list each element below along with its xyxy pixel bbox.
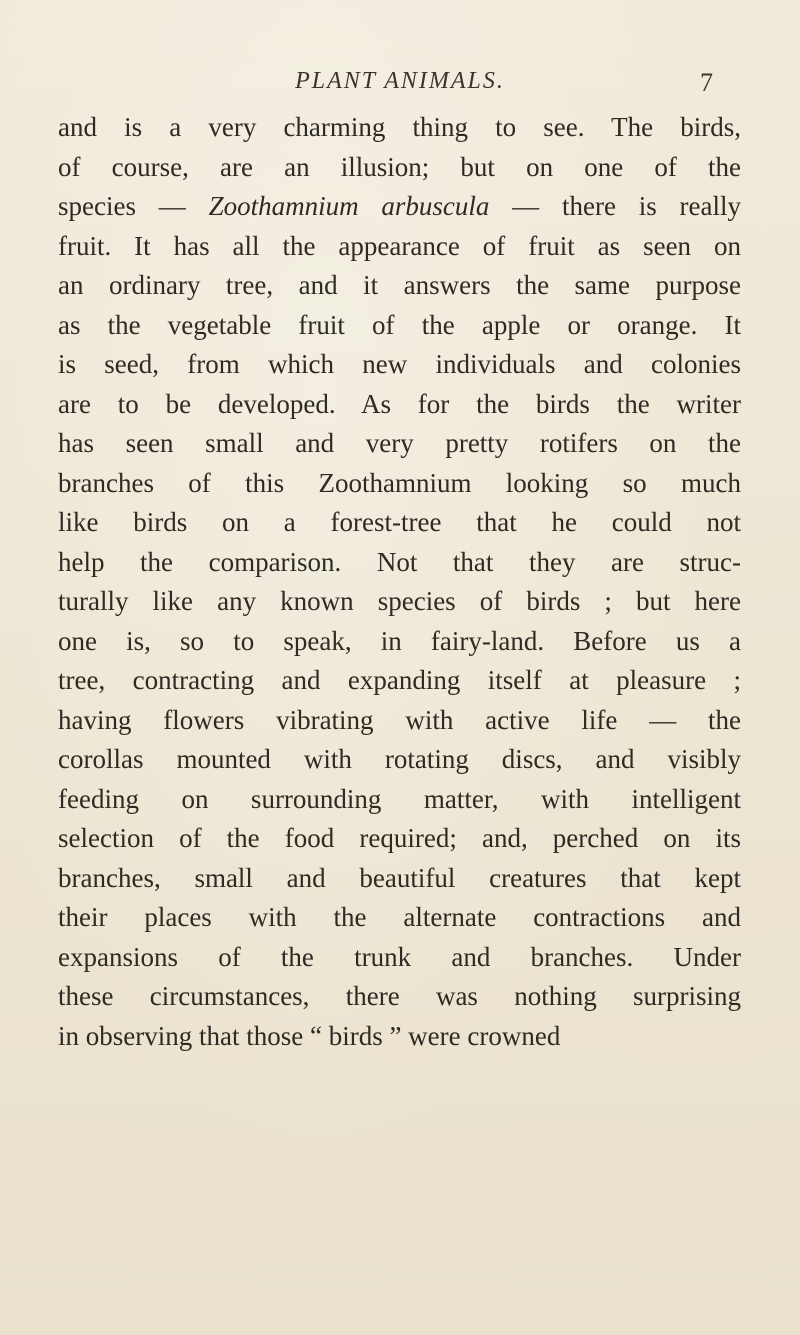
species-name: Zoothamnium arbuscula [208,191,490,221]
text-line: tree, contracting and expanding itself at pleasure ; [58,665,741,695]
text-line: their places with the alternate contractions and [58,902,741,932]
running-title: PLANT ANIMALS. [295,68,505,94]
text-line: as the vegetable fruit of the apple or orange. It [58,309,741,340]
body-text [58,108,741,1056]
text-line: these circumstances, there was nothing surprising [58,981,741,1011]
text-line: has seen small and very pretty rotifers on the [58,428,741,458]
text-line: like birds on a forest-tree that he could not [58,507,741,537]
text-line: selection of the food required; and, perched on its [58,823,741,853]
text-line: feeding on surrounding matter, with intelligent [58,783,741,814]
text-line: branches, small and beautiful creatures that kept [58,862,741,893]
text-line: an ordinary tree, and it answers the same purpose [58,270,741,300]
text-line: turally like any known species of birds ; but here [58,586,741,616]
text-line: help the comparison. Not that they are struc- [58,546,741,577]
text-run: — there is really [489,191,741,221]
text-run: species — [58,191,209,221]
running-head [0,62,800,102]
text-line: expansions of the trunk and branches. Under [58,941,741,972]
text-line: and is a very charming thing to see. The birds, [58,112,741,142]
text-line: having flowers vibrating with active life — the [58,704,741,735]
text-line: is seed, from which new individuals and colonies [58,349,741,379]
text-line: of course, are an illusion; but on one of the [58,151,741,182]
text-line: are to be developed. As for the birds the writer [58,388,741,419]
text-line: branches of this Zoothamnium looking so much [58,467,741,498]
text-line: corollas mounted with rotating discs, and visibly [58,744,741,774]
text-line [58,187,741,227]
text-line: one is, so to speak, in fairy-land. Before us a [58,625,741,656]
text-line: in observing that those “ birds ” were crowned [58,1020,561,1051]
page-number: 7 [700,68,713,97]
text-line: fruit. It has all the appearance of fruit as seen on [58,230,741,261]
